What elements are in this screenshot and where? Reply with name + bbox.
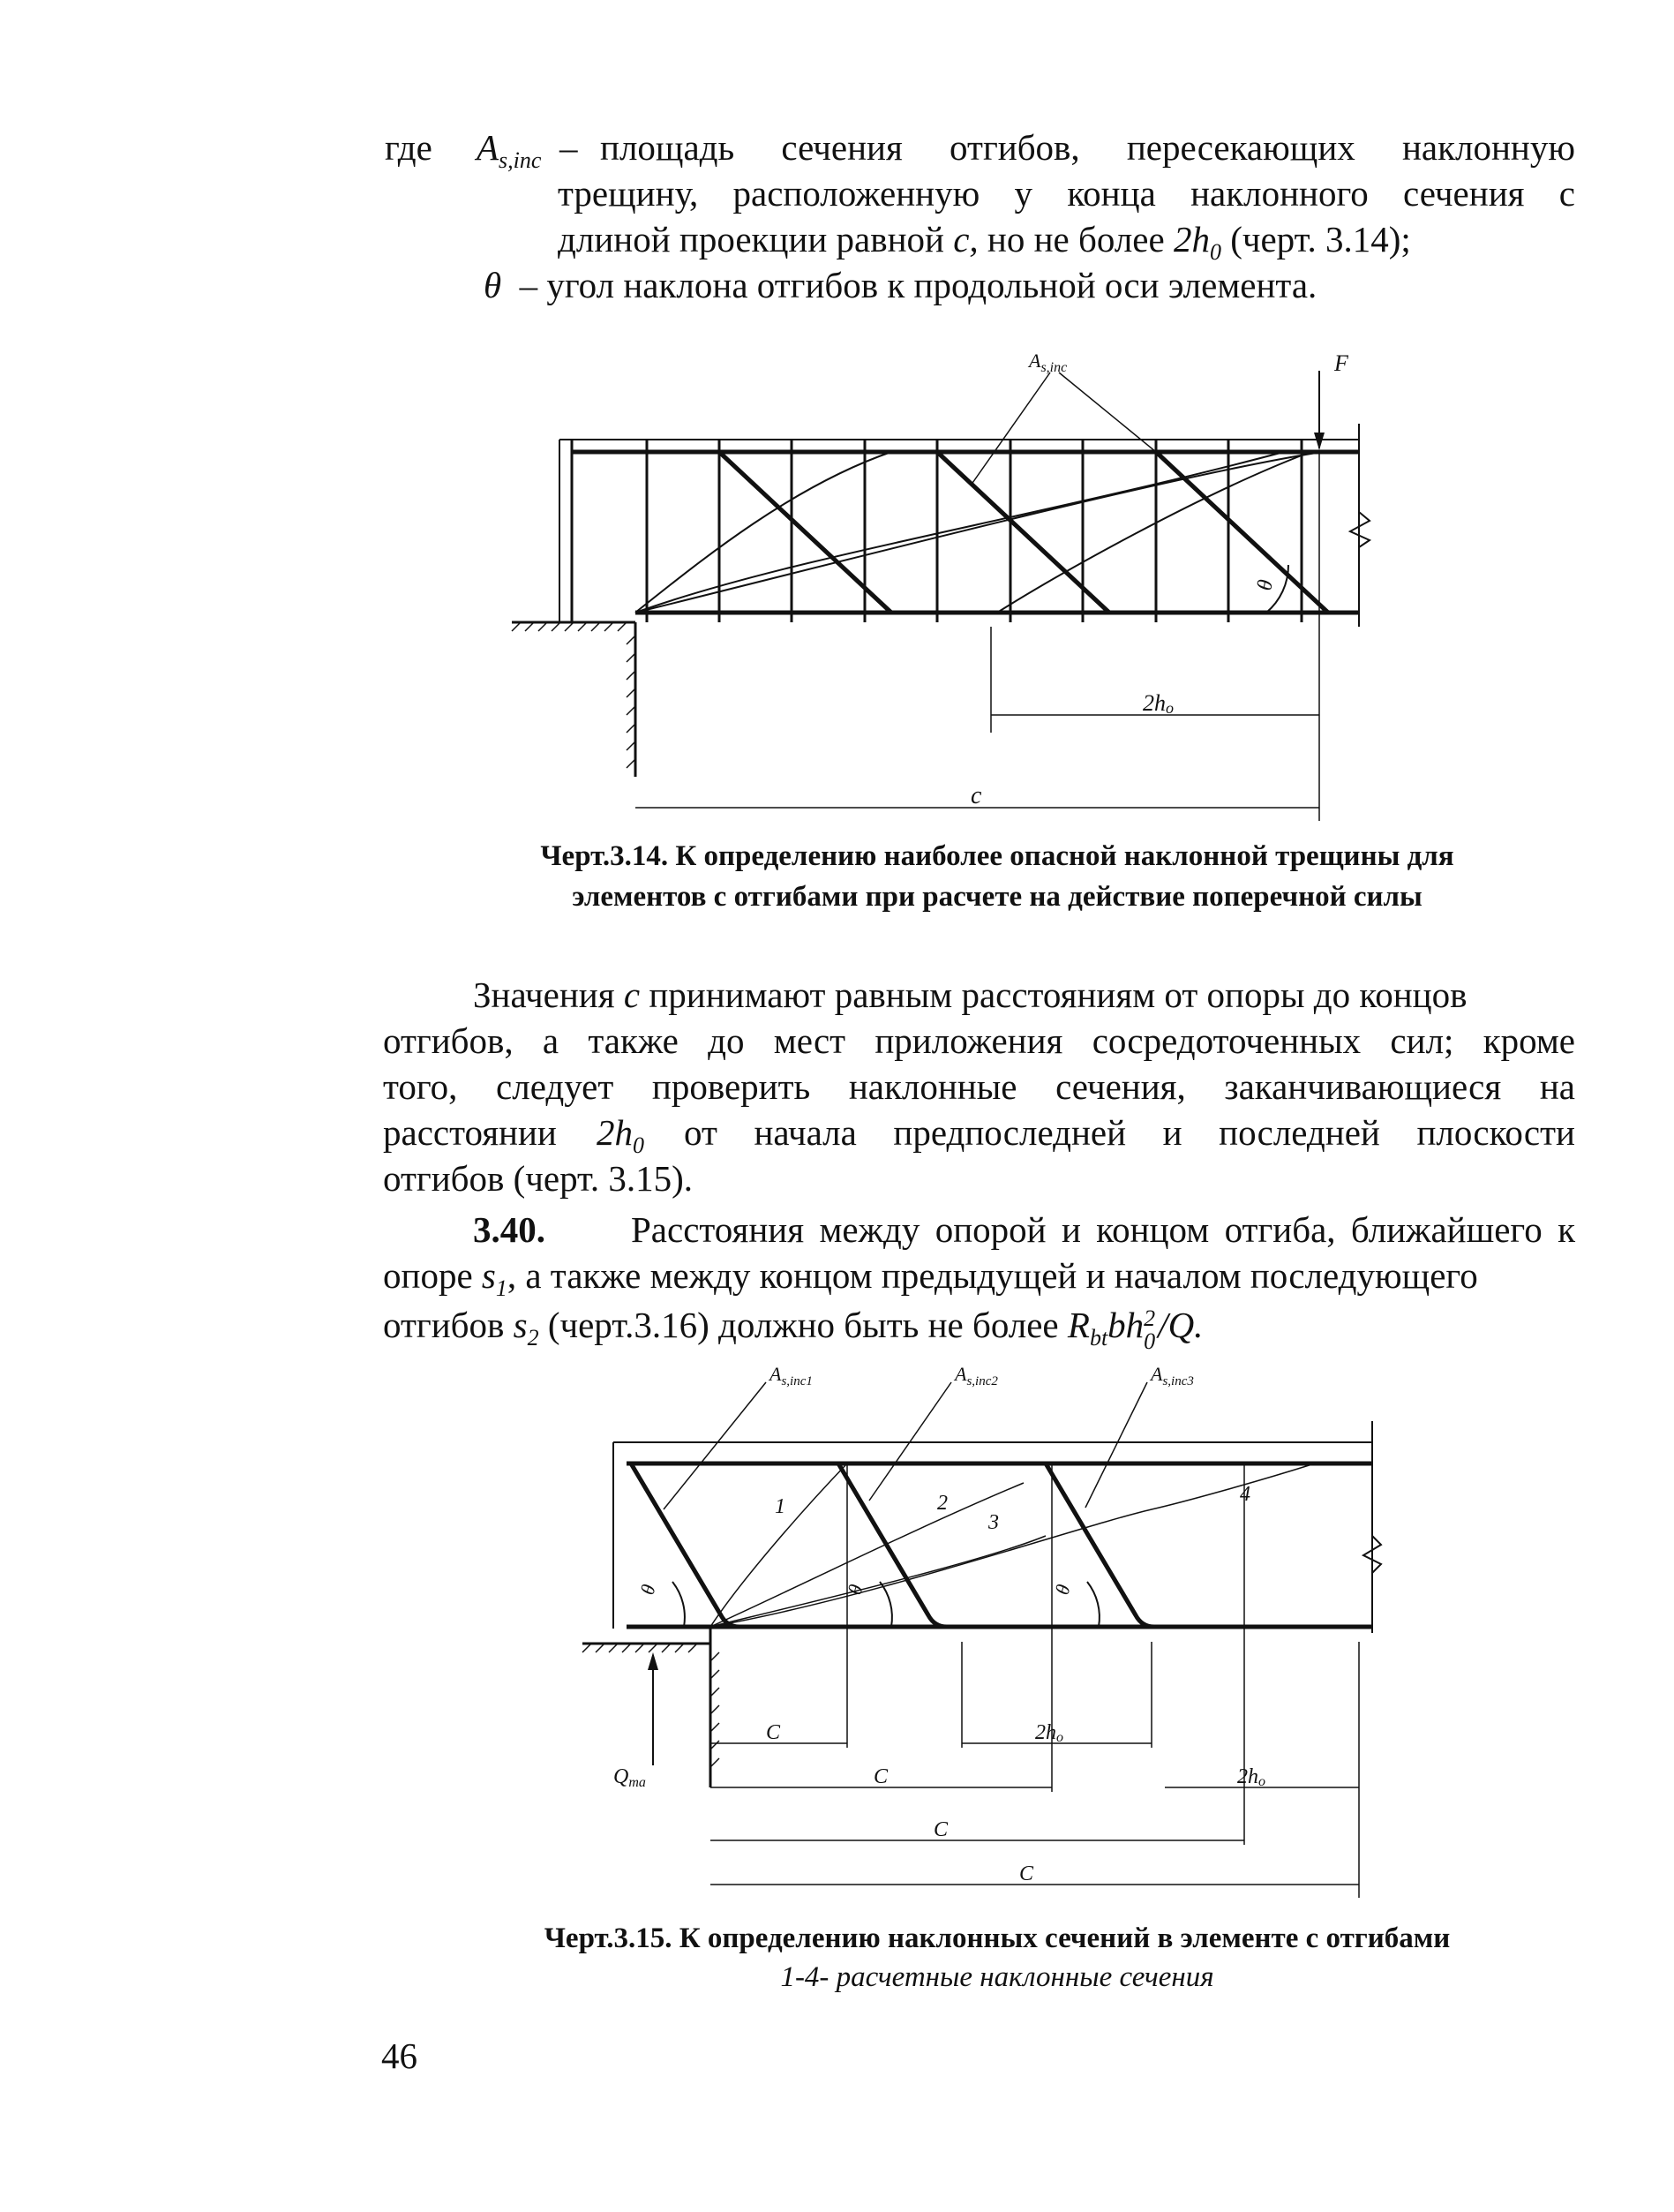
fig14-as-inc-label: $A_{s,inc}$: [1029, 350, 1068, 375]
figure-3-15-caption: Черт.3.15. К определению наклонных сечений в элементе с отгибами: [544, 1922, 1451, 1954]
fig14-f-label: F: [1334, 350, 1348, 376]
fig15-c1-label: C: [766, 1721, 781, 1744]
para2-l3-sub: 2: [527, 1325, 539, 1351]
formula-h-indices: [1144, 1305, 1158, 1354]
para2-l3-pre: отгибов: [383, 1305, 505, 1345]
as-inc-def-line-2: трещину, расположенную у конца наклонного сечения с: [558, 173, 1575, 214]
inclined-cracks: [635, 452, 1322, 613]
fig14-c-label: c: [971, 782, 982, 809]
fig15-theta-3: θ: [1050, 1582, 1075, 1598]
figure-3-14-caption-line-2: элементов с отгибами при расчете на действие поперечной силы: [572, 881, 1423, 913]
fig15-as-inc2-label: $A_{s,inc2}$: [955, 1363, 998, 1388]
fig14-2h0-label: 2ho: [1143, 690, 1174, 717]
beam15-bent-bars: [631, 1463, 1154, 1627]
theta-text: – угол наклона отгибов к продольной оси элемента.: [519, 265, 1317, 305]
fig14-theta-label: θ: [1253, 577, 1278, 593]
def3-mid: но не более: [987, 219, 1165, 260]
para1-line-2: отгибов, а также до мест приложения сосредоточенных сил; кроме: [383, 1020, 1575, 1061]
force-arrowhead: [1314, 433, 1325, 450]
para1-l4-post: от начала предпоследней и последней плоскости: [684, 1112, 1575, 1153]
para1-l4-sub: 0: [632, 1132, 644, 1159]
formula-r-sub: bt: [1089, 1325, 1108, 1351]
formula-rbt-bh0-q: [1067, 1305, 1204, 1354]
fig15-qmax-label: Qma: [613, 1765, 646, 1790]
theta-definition: [484, 261, 1317, 309]
para1-l4-2h: 2h: [596, 1112, 633, 1153]
para1-l1-c: c: [623, 974, 641, 1015]
as-inc-symbol: [477, 124, 578, 184]
fig15-2h0-upper-label: 2ho: [1035, 1721, 1063, 1745]
formula-end: /Q.: [1158, 1305, 1204, 1345]
formula-sub: 0: [1144, 1328, 1156, 1354]
para1-l4-pre: расстоянии: [383, 1112, 557, 1153]
figure-3-14-caption-line-1: Черт.3.14. К определению наиболее опасной наклонной трещины для: [540, 840, 1454, 872]
where-label: [385, 124, 432, 171]
figure-3-15-subcaption: 1-4- расчетные наклонные сечения: [780, 1961, 1214, 1993]
fig15-as-inc3-label: $A_{s,inc3}$: [1151, 1363, 1194, 1388]
fig15-as-inc1-label: $A_{s,inc1}$: [769, 1363, 813, 1388]
para2-line-1: [473, 1206, 1575, 1253]
para2-l2-sub: 1: [495, 1275, 507, 1302]
para2-l2-post: , а также между концом предыдущей и началом последующего: [507, 1255, 1478, 1296]
def3-sub: 0: [1209, 239, 1221, 266]
as-inc-letter: A: [477, 127, 499, 168]
def3-pre: длиной проекции равной: [558, 219, 944, 260]
def3-2h: 2h: [1173, 219, 1210, 260]
fig15-c3-label: C: [934, 1818, 949, 1841]
as-inc-leaders: [971, 372, 1156, 485]
fig15-2h0-lower-label: 2ho: [1237, 1765, 1265, 1789]
as-inc-subscript: s,inc: [499, 147, 542, 174]
as-inc-def-line-1: площадь сечения отгибов, пересекающих наклонную: [600, 127, 1575, 168]
def3-c: c,: [953, 219, 979, 260]
where-word: где: [385, 127, 432, 168]
fig15-section-2-label: 2: [937, 1492, 948, 1515]
bent-up-bars: [719, 452, 1328, 613]
page-number: 46: [381, 2035, 417, 2076]
fig15-section-3-label: 3: [988, 1511, 999, 1534]
fig15-theta-1: θ: [635, 1582, 660, 1598]
para2-l3-mid: (черт.3.16) должно быть не более: [547, 1305, 1059, 1345]
section-number-3-40: 3.40.: [473, 1209, 545, 1250]
figure-3-14: [477, 335, 1483, 830]
para2-l2-pre: опоре: [383, 1255, 473, 1296]
theta-symbol: θ: [484, 265, 502, 305]
q-arrowhead: [648, 1652, 658, 1670]
para1-l1-pre: Значения: [473, 974, 615, 1015]
support-hatching: [512, 622, 635, 768]
def3-post: (черт. 3.14);: [1230, 219, 1411, 260]
beam15-leaders: [664, 1382, 1147, 1509]
para2-l1-text: Расстояния между опорой и концом отгиба, ближайшего к: [631, 1209, 1575, 1250]
formula-r: R: [1067, 1305, 1090, 1345]
figure-3-15: [565, 1351, 1430, 1898]
para2-l2-s: s: [481, 1255, 496, 1296]
fig15-section-1-label: 1: [775, 1495, 785, 1518]
para1-line-1: [473, 971, 1467, 1019]
fig15-c4-label: C: [1019, 1862, 1034, 1885]
fig15-section-4-label: 4: [1240, 1483, 1250, 1506]
beam15-dimensions: [710, 1642, 1359, 1898]
para1-l1-post: принимают равным расстояниям от опоры до концов: [649, 974, 1468, 1015]
formula-bh: bh: [1107, 1305, 1145, 1345]
fig15-c2-label: C: [874, 1765, 889, 1788]
para1-line-3: того, следует проверить наклонные сечения, заканчивающиеся на: [383, 1066, 1575, 1107]
as-inc-dash: –: [559, 127, 578, 168]
para1-line-5: отгибов (черт. 3.15).: [383, 1158, 694, 1199]
para2-l3-s: s: [513, 1305, 528, 1345]
fig15-theta-2: θ: [843, 1582, 867, 1598]
formula-sup: 2: [1144, 1305, 1156, 1331]
stirrups: [572, 440, 1302, 622]
